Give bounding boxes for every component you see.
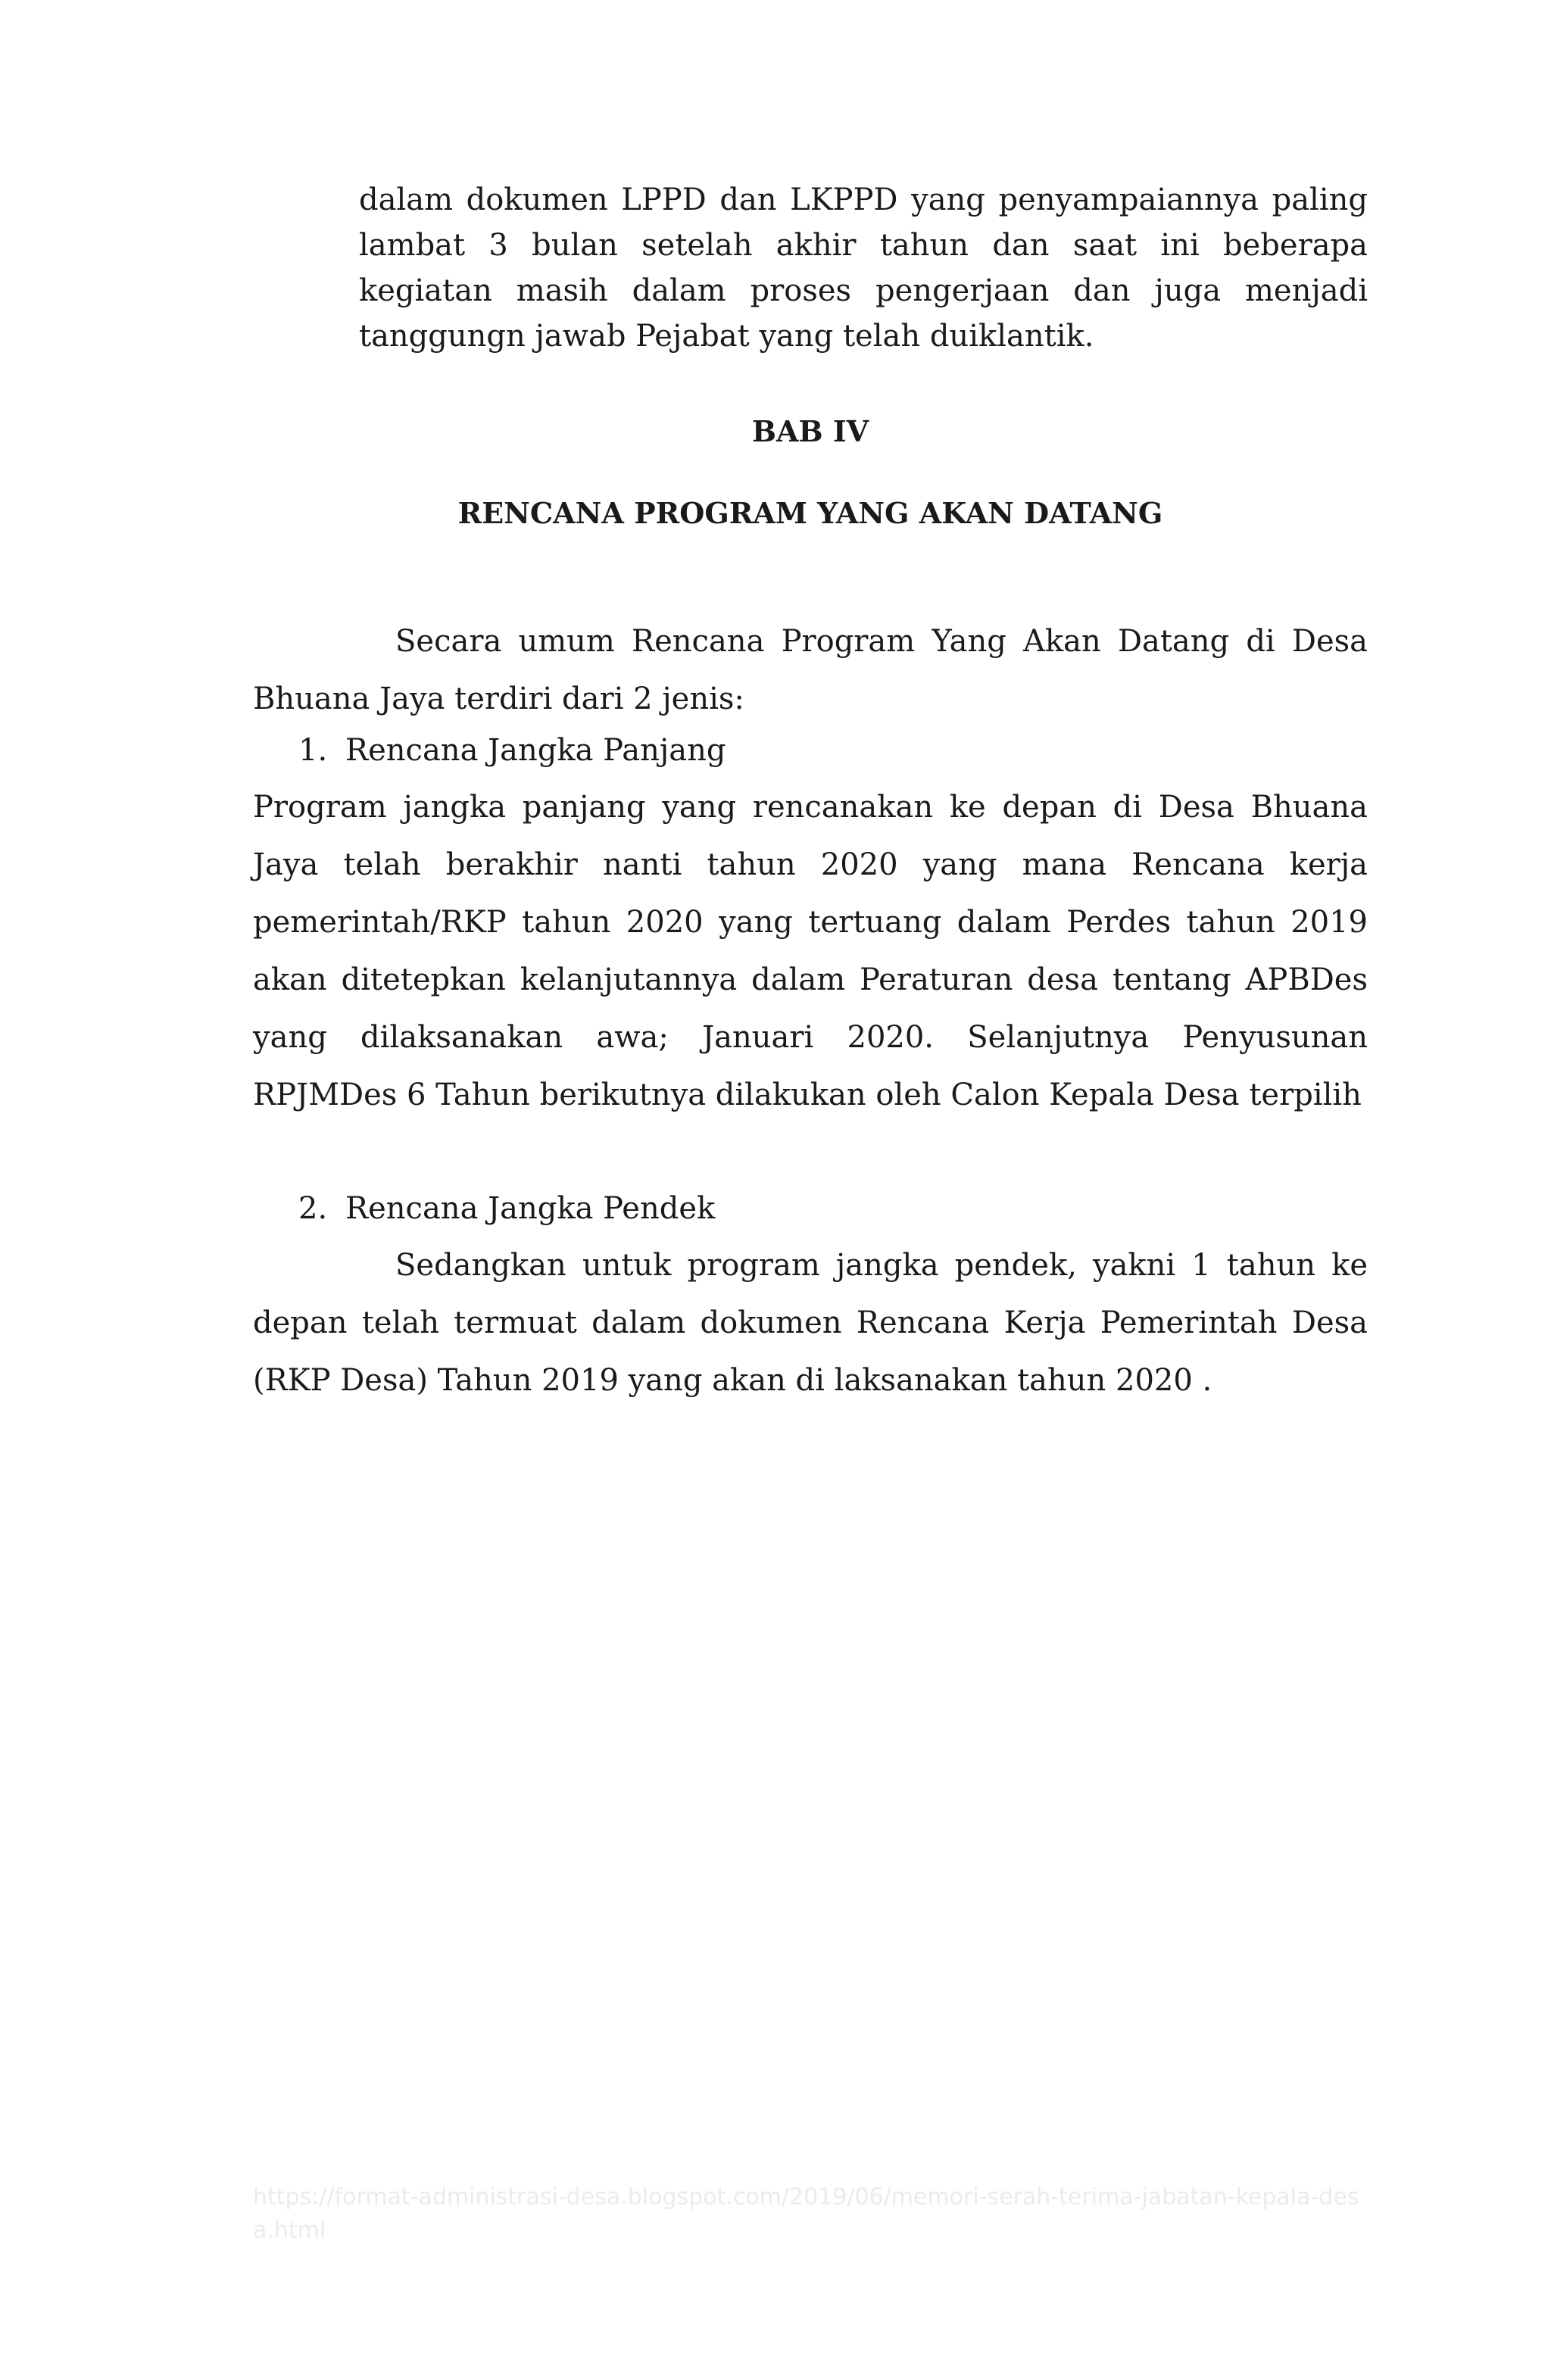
list-item-number: 1. [298, 733, 328, 768]
chapter-label: BAB IV [751, 414, 869, 448]
continuation-paragraph: dalam dokumen LPPD dan LKPPD yang penyampaiannya paling lambat 3 bulan setelah akhir tahun dan saat ini beberapa kegiatan masih dalam proses pengerjaan dan juga menjadi tanggungn jawab Pejabat yang telah duiklantik. [359, 182, 1368, 354]
list-item-short-term [298, 1190, 715, 1227]
short-term-plan-paragraph: Sedangkan untuk program jangka pendek, yakni 1 tahun ke depan telah termuat dalam dokumen Rencana Kerja Pemerintah Desa (RKP Desa) Tahun 2019 yang akan di laksanakan tahun 2020 . [253, 1248, 1368, 1398]
source-url-watermark: https://format-administrasi-desa.blogspot.com/2019/06/memori-serah-terima-jabatan-kepala-desa.html [253, 2184, 1359, 2244]
list-item-long-term [298, 731, 726, 769]
list-item-title: Rencana Jangka Pendek [345, 1191, 716, 1226]
list-item-title: Rencana Jangka Panjang [345, 733, 726, 768]
intro-paragraph: Secara umum Rencana Program Yang Akan Datang di Desa Bhuana Jaya terdiri dari 2 jenis: [253, 624, 1368, 716]
long-term-plan-paragraph: Program jangka panjang yang rencanakan ke depan di Desa Bhuana Jaya telah berakhir nanti tahun 2020 yang mana Rencana kerja pemerintah/RKP tahun 2020 yang tertuang dalam Perdes tahun 2019 akan ditetepkan kelanjutannya dalam Peraturan desa tentang APBDes yang dilaksanakan awa; Januari 2020. Selanjutnya Penyusunan RPJMDes 6 Tahun berikutnya dilakukan oleh Calon Kepala Desa terpilih [253, 790, 1368, 1112]
list-item-number: 2. [298, 1191, 328, 1226]
chapter-title: RENCANA PROGRAM YANG AKAN DATANG [457, 496, 1163, 530]
